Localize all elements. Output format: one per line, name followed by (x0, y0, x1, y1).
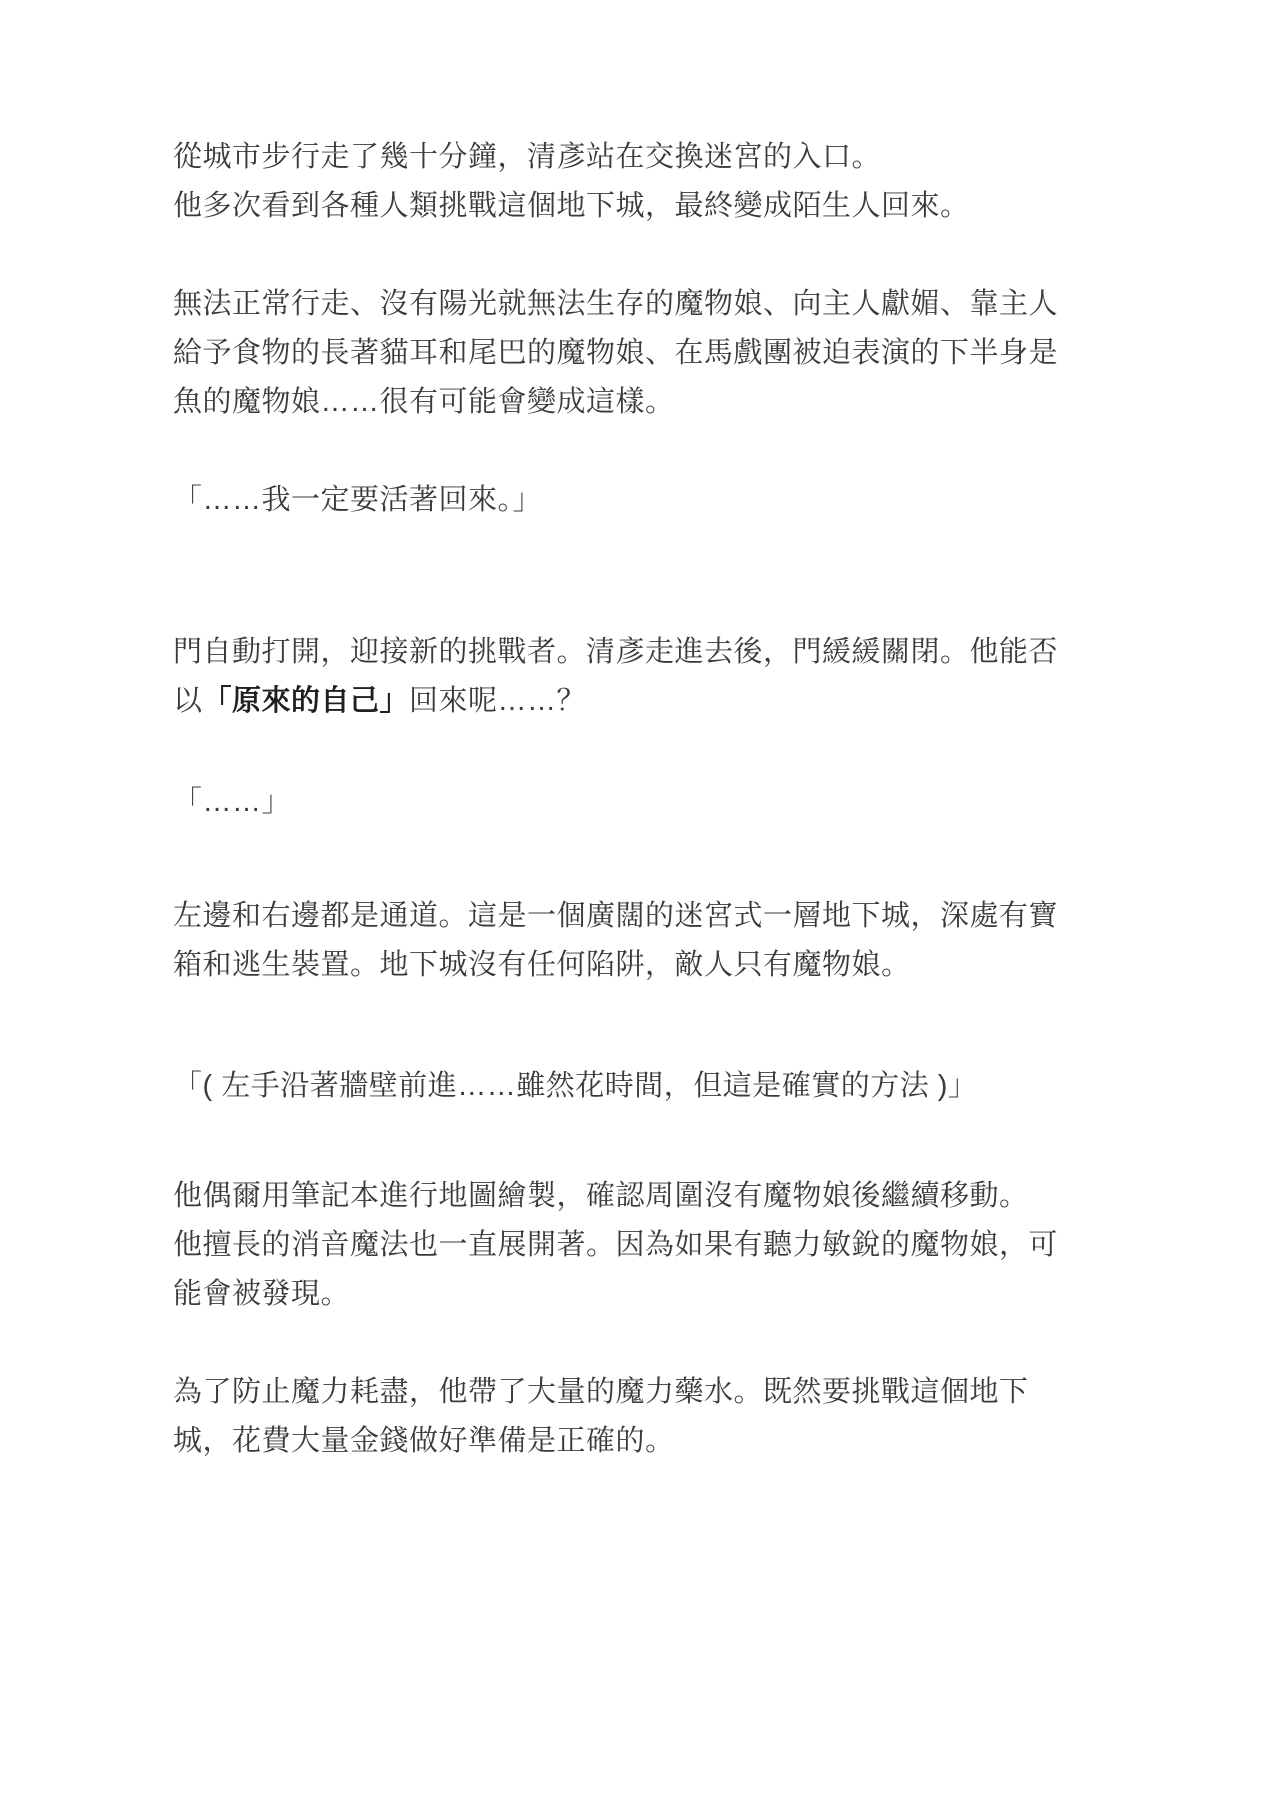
text-line: 門自動打開，迎接新的挑戰者。清彥走進去後，門緩緩關閉。他能否 (173, 636, 1059, 668)
emphasized-text: 「原來的自己」 (202, 685, 410, 717)
text-line: 能會被發現。 (173, 1278, 351, 1310)
text-line: 從城市步行走了幾十分鐘，清彥站在交換迷宮的入口。 (173, 141, 882, 173)
text-line: 為了防止魔力耗盡，他帶了大量的魔力藥水。既然要挑戰這個地下 (173, 1376, 1029, 1408)
story-text (173, 133, 1133, 1466)
text-line: 他多次看到各種人類挑戰這個地下城，最終變成陌生人回來。 (173, 190, 970, 222)
text-line: 他擅長的消音魔法也一直展開著。因為如果有聽力敏銳的魔物娘，可 (173, 1229, 1059, 1261)
paragraph-3-dialogue (173, 476, 1133, 525)
paragraph-9 (173, 1368, 1133, 1466)
paragraph-4 (173, 628, 1133, 726)
text-line: 城，花費大量金錢做好準備是正確的。 (173, 1425, 675, 1457)
paragraph-2 (173, 280, 1133, 427)
paragraph-1 (173, 133, 1133, 231)
paragraph-7-inner-monologue (173, 1062, 1133, 1111)
paragraph-5-dialogue (173, 778, 1133, 827)
paragraph-6 (173, 892, 1133, 990)
text-line-with-emphasis (173, 677, 1133, 726)
text-line: 左邊和右邊都是通道。這是一個廣闊的迷宮式一層地下城，深處有寶 (173, 900, 1059, 932)
text-line: 「……我一定要活著回來。」 (173, 484, 543, 516)
text-line: 無法正常行走、沒有陽光就無法生存的魔物娘、向主人獻媚、靠主人 (173, 288, 1059, 320)
text-line: 他偶爾用筆記本進行地圖繪製，確認周圍沒有魔物娘後繼續移動。 (173, 1180, 1029, 1212)
text-run: 以 (173, 685, 203, 717)
text-line: 「……」 (173, 786, 292, 818)
text-line: 魚的魔物娘……很有可能會變成這樣。 (173, 386, 675, 418)
text-line: 箱和逃生裝置。地下城沒有任何陷阱，敵人只有魔物娘。 (173, 949, 911, 981)
text-line: 「( 左手沿著牆壁前進……雖然花時間，但這是確實的方法 )」 (173, 1070, 978, 1102)
text-line: 給予食物的長著貓耳和尾巴的魔物娘、在馬戲團被迫表演的下半身是 (173, 337, 1059, 369)
text-run: 回來呢……？ (409, 685, 587, 717)
paragraph-8 (173, 1172, 1133, 1319)
